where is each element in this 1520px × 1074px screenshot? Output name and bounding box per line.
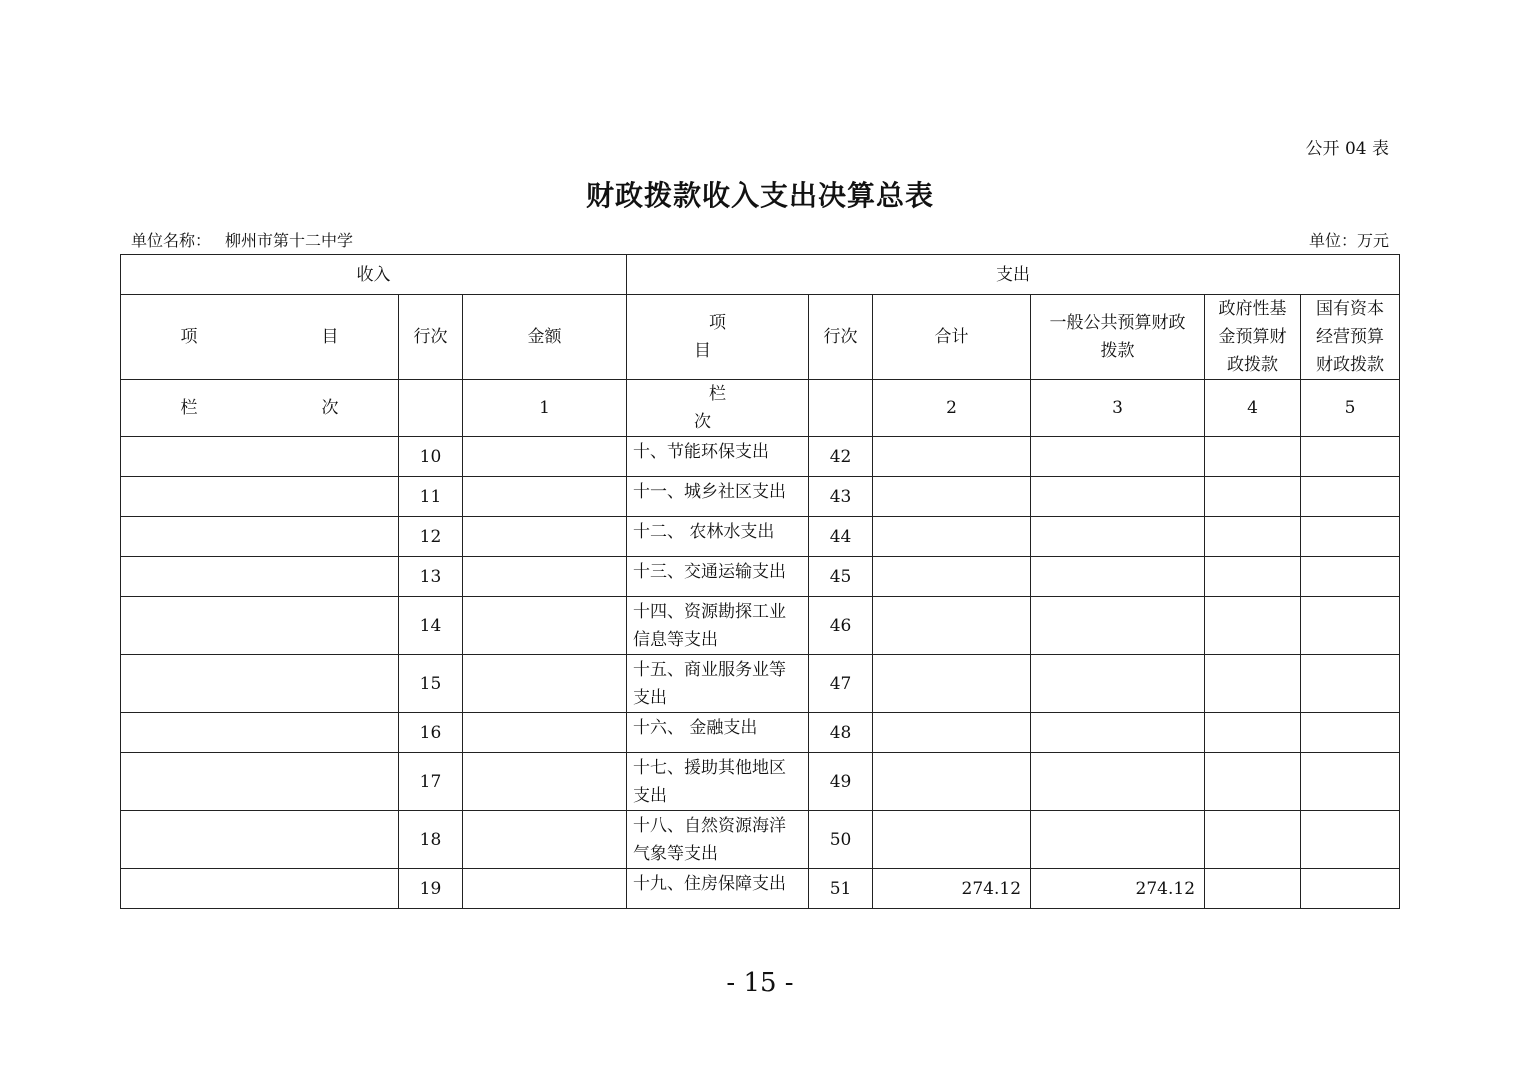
- general-budget-header: 一般公共预算财政拨款: [1031, 295, 1205, 380]
- income-item: [121, 713, 399, 753]
- gov-fund-amount: [1205, 713, 1301, 753]
- table-row: [121, 437, 1400, 477]
- gov-fund-amount: [1205, 437, 1301, 477]
- expense-row-number: 48: [809, 713, 873, 753]
- gov-fund-amount: [1205, 477, 1301, 517]
- total-header: 合计: [873, 295, 1031, 380]
- expense-item: 十五、商业服务业等支出: [627, 655, 809, 713]
- expense-item: 十三、交通运输支出: [627, 557, 809, 597]
- expense-section-header: 支出: [627, 255, 1400, 295]
- page-number: - 15 -: [726, 968, 794, 998]
- income-amount: [463, 517, 627, 557]
- income-row-number: 17: [399, 753, 463, 811]
- state-capital-amount: [1301, 517, 1400, 557]
- income-amount: [463, 597, 627, 655]
- gov-fund-header: 政府性基金预算财政拨款: [1205, 295, 1301, 380]
- income-item: [121, 597, 399, 655]
- index-fund-cell: 4: [1205, 380, 1301, 437]
- general-budget-amount: [1031, 557, 1205, 597]
- state-capital-amount: [1301, 869, 1400, 909]
- expense-row-number: 49: [809, 753, 873, 811]
- unit-name: [131, 228, 353, 251]
- income-amount: [463, 437, 627, 477]
- index-label-text-2: 栏 次: [694, 384, 851, 432]
- table-row: [121, 557, 1400, 597]
- expense-item: 十七、援助其他地区支出: [627, 753, 809, 811]
- general-budget-amount: [1031, 811, 1205, 869]
- income-amount-header: 金额: [463, 295, 627, 380]
- income-amount: [463, 655, 627, 713]
- table-row: [121, 753, 1400, 811]
- income-row-number: 16: [399, 713, 463, 753]
- general-budget-amount: [1031, 477, 1205, 517]
- income-item: [121, 753, 399, 811]
- index-state-cell: 5: [1301, 380, 1400, 437]
- expense-item: 十一、城乡社区支出: [627, 477, 809, 517]
- fiscal-appropriation-table: [120, 254, 1400, 909]
- total-amount: [873, 713, 1031, 753]
- gov-fund-amount: [1205, 517, 1301, 557]
- general-budget-amount: [1031, 713, 1205, 753]
- income-item: [121, 655, 399, 713]
- income-item: [121, 517, 399, 557]
- income-row-number: 19: [399, 869, 463, 909]
- page-title: 财政拨款收入支出决算总表: [585, 179, 934, 212]
- table-row: [121, 517, 1400, 557]
- income-item: [121, 477, 399, 517]
- index-label-cell: [121, 380, 399, 437]
- expense-row-number: 51: [809, 869, 873, 909]
- total-amount: [873, 655, 1031, 713]
- total-amount: [873, 477, 1031, 517]
- income-amount: [463, 713, 627, 753]
- expense-item: 十、节能环保支出: [627, 437, 809, 477]
- expense-row-number: 42: [809, 437, 873, 477]
- index-general-cell: 3: [1031, 380, 1205, 437]
- income-amount: [463, 811, 627, 869]
- index-empty-cell: [399, 380, 463, 437]
- form-code: 公开 04 表: [1305, 139, 1389, 159]
- gov-fund-amount: [1205, 869, 1301, 909]
- expense-item: 十九、住房保障支出: [627, 869, 809, 909]
- column-header-row: [121, 295, 1400, 380]
- income-row-number: 10: [399, 437, 463, 477]
- general-budget-amount: [1031, 517, 1205, 557]
- expense-row-number: 45: [809, 557, 873, 597]
- table-row: [121, 597, 1400, 655]
- income-amount: [463, 477, 627, 517]
- total-amount: 274.12: [873, 869, 1031, 909]
- expense-row-number: 47: [809, 655, 873, 713]
- gov-fund-amount: [1205, 655, 1301, 713]
- expense-item-header-text: 项 目: [694, 313, 851, 361]
- expense-row-header: 行次: [809, 295, 873, 380]
- income-amount: [463, 753, 627, 811]
- gov-fund-amount: [1205, 557, 1301, 597]
- gov-fund-amount: [1205, 811, 1301, 869]
- expense-item: 十六、 金融支出: [627, 713, 809, 753]
- income-section-header: 收入: [121, 255, 627, 295]
- income-row-number: 18: [399, 811, 463, 869]
- state-capital-amount: [1301, 811, 1400, 869]
- column-index-row: [121, 380, 1400, 437]
- unit-label: 单位：万元: [1308, 231, 1389, 250]
- general-budget-amount: 274.12: [1031, 869, 1205, 909]
- table-row: [121, 655, 1400, 713]
- table-row: [121, 713, 1400, 753]
- section-header-row: [121, 255, 1400, 295]
- expense-row-number: 50: [809, 811, 873, 869]
- income-row-number: 13: [399, 557, 463, 597]
- income-row-number: 11: [399, 477, 463, 517]
- gov-fund-amount: [1205, 753, 1301, 811]
- unit-name-label: 单位名称：: [131, 231, 212, 250]
- index-total-cell: 2: [873, 380, 1031, 437]
- expense-item: 十四、资源勘探工业信息等支出: [627, 597, 809, 655]
- expense-row-number: 44: [809, 517, 873, 557]
- general-budget-amount: [1031, 597, 1205, 655]
- table-row: [121, 477, 1400, 517]
- income-item: [121, 437, 399, 477]
- income-item-header-text: 项 目: [180, 327, 369, 347]
- general-budget-amount: [1031, 437, 1205, 477]
- income-row-number: 14: [399, 597, 463, 655]
- total-amount: [873, 437, 1031, 477]
- total-amount: [873, 811, 1031, 869]
- state-capital-amount: [1301, 753, 1400, 811]
- expense-row-number: 43: [809, 477, 873, 517]
- income-item-header: [121, 295, 399, 380]
- state-capital-amount: [1301, 437, 1400, 477]
- state-capital-amount: [1301, 713, 1400, 753]
- state-capital-amount: [1301, 655, 1400, 713]
- total-amount: [873, 597, 1031, 655]
- expense-row-number: 46: [809, 597, 873, 655]
- gov-fund-amount: [1205, 597, 1301, 655]
- expense-item: 十八、自然资源海洋气象等支出: [627, 811, 809, 869]
- state-capital-amount: [1301, 557, 1400, 597]
- index-amount-cell: 1: [463, 380, 627, 437]
- total-amount: [873, 517, 1031, 557]
- general-budget-amount: [1031, 655, 1205, 713]
- total-amount: [873, 753, 1031, 811]
- index-label-text: 栏 次: [180, 398, 369, 418]
- income-amount: [463, 557, 627, 597]
- state-capital-amount: [1301, 477, 1400, 517]
- state-capital-amount: [1301, 597, 1400, 655]
- state-capital-header: 国有资本经营预算财政拨款: [1301, 295, 1400, 380]
- index-label-cell-2: [627, 380, 851, 437]
- income-item: [121, 869, 399, 909]
- table-row: [121, 811, 1400, 869]
- general-budget-amount: [1031, 753, 1205, 811]
- income-item: [121, 811, 399, 869]
- expense-item: 十二、 农林水支出: [627, 517, 809, 557]
- table-row: [121, 869, 1400, 909]
- unit-name-value: 柳州市第十二中学: [225, 231, 354, 250]
- income-item: [121, 557, 399, 597]
- income-row-header: 行次: [399, 295, 463, 380]
- income-row-number: 12: [399, 517, 463, 557]
- income-row-number: 15: [399, 655, 463, 713]
- income-amount: [463, 869, 627, 909]
- total-amount: [873, 557, 1031, 597]
